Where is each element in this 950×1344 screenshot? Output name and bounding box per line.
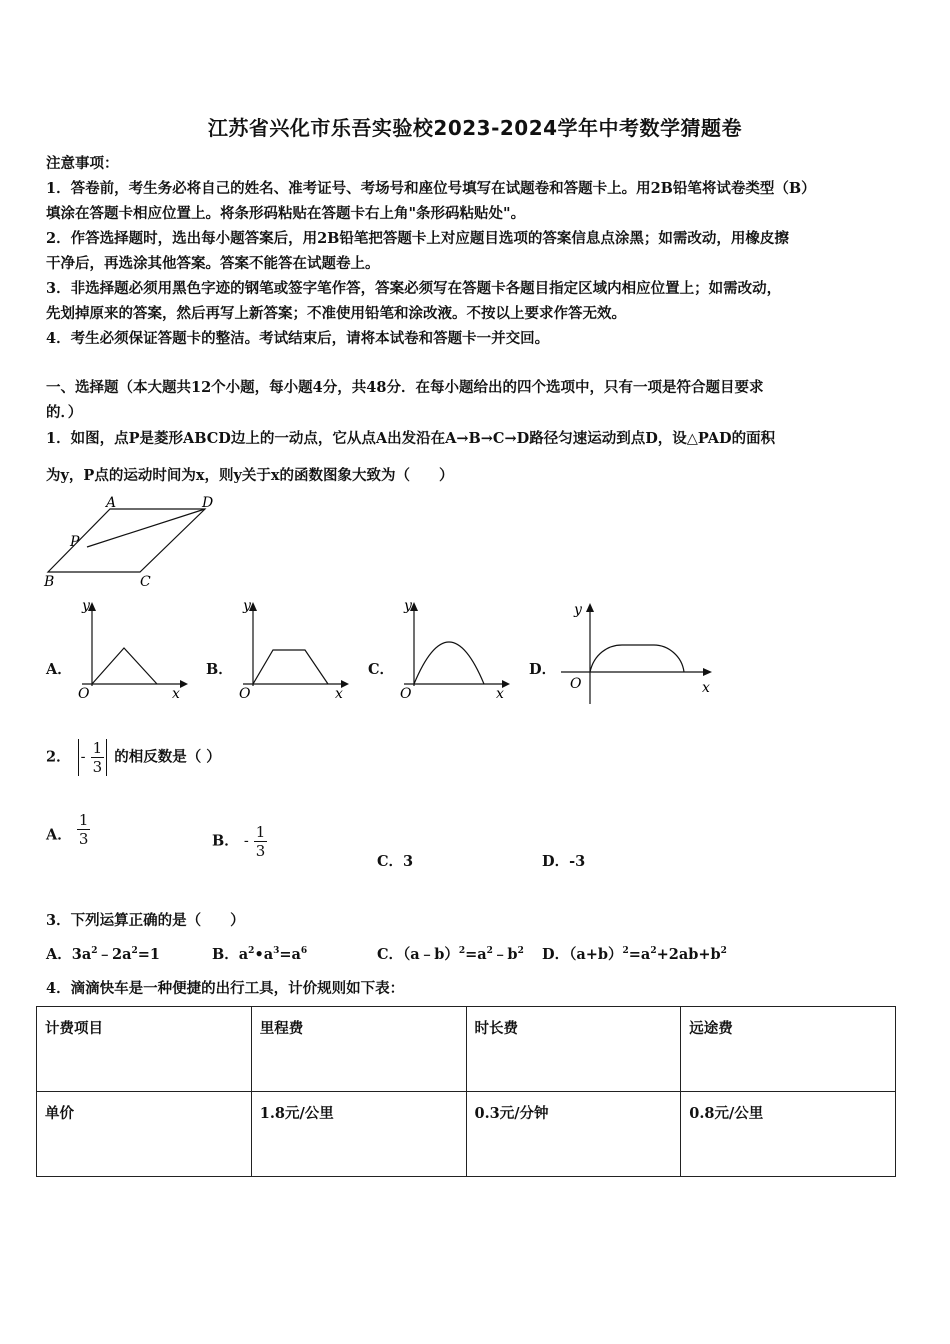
vertex-c-label: C [140,574,151,590]
option-c-label: C． [368,661,395,678]
x-axis-label: x [702,680,710,696]
question-4-stem: 4．滴滴快车是一种便捷的出行工具，计价规则如下表： [46,980,405,997]
table-row [37,1092,896,1177]
q2-option-a [46,811,90,848]
origin-label: O [400,686,412,702]
y-axis-label: y [574,602,582,618]
option-label: D． [542,853,570,870]
question-2-number: 2． [46,748,71,766]
fraction-denominator: 3 [255,842,266,860]
option-a-label: A． [46,661,72,678]
section-heading: 一、选择题（本大题共12个小题，每小题4分，共48分．在每小题给出的四个选项中，只有一项是符合题目要求 [46,379,764,396]
q3-option-b: B．$a^2•a^3=a^6$ [212,946,308,963]
table-cell: 远途费 [681,1007,896,1092]
notice-line: 4．考生必须保证答题卡的整洁。考试结束后，请将本试卷和答题卡一并交回。 [46,330,550,347]
option-label: C． [377,853,404,870]
q3-option-a: A．$3a^2﹣2a^2=1$ [46,946,161,963]
table-header-row [37,1007,896,1092]
option-value: -3 [569,853,586,870]
table-cell: 0.3元/分钟 [466,1092,681,1177]
notice-line: 1．答卷前，考生务必将自己的姓名、准考证号、考场号和座位号填写在试题卷和答题卡上。用2B铅笔将试卷类型（B） [46,180,816,197]
fraction-denominator: 3 [92,758,103,776]
question-3-stem: 3．下列运算正确的是（ ） [46,912,245,929]
fraction [77,811,91,848]
y-axis-label: y [243,598,251,614]
option-b-label: B． [206,661,233,678]
graph-b [233,598,353,708]
y-axis-label: y [404,598,412,614]
fraction-numerator: 1 [255,823,266,841]
section-heading-cont: 的．） [46,404,83,421]
vertex-d-label: D [202,495,214,511]
fraction-denominator: 3 [78,830,89,848]
notice-line: 3．非选择题必须用黑色字迹的钢笔或签字笔作答，答案必须写在答题卡各题目指定区域内相应位置上；如需改动， [46,280,782,297]
page-title: 江苏省兴化市乐吾实验校2023-2024学年中考数学猜题卷 [207,116,743,140]
x-axis-label: x [172,686,180,702]
q2-option-b [212,823,267,860]
notice-line: 填涂在答题卡相应位置上。将条形码粘贴在答题卡右上角"条形码粘贴处"。 [46,205,526,222]
q2-option-d [542,850,585,871]
minus-sign: - [243,833,249,850]
question-2-stem-tail: 的相反数是（ ） [114,748,221,766]
fraction-numerator: 1 [92,739,103,757]
option-d-label: D． [529,661,557,678]
table-cell: 1.8元/公里 [251,1092,466,1177]
vertex-b-label: B [44,574,55,590]
question-2-stem [46,739,221,776]
x-axis-label: x [335,686,343,702]
fraction-numerator: 1 [78,811,89,829]
fraction [91,739,105,776]
q3-option-d: D．$(a+b)^2=a^2+2ab+b^2$ [542,946,727,963]
origin-label: O [239,686,251,702]
minus-sign: - [80,749,86,766]
notice-line: 先划掉原来的答案，然后再写上新答案；不准使用铅笔和涂改液。不按以上要求作答无效。 [46,305,626,322]
fare-table [36,1006,896,1177]
graph-c [394,598,514,708]
absolute-value-bars [78,739,108,776]
notice-heading: 注意事项： [46,155,119,172]
y-axis-label: y [82,598,90,614]
table-cell: 0.8元/公里 [681,1092,896,1177]
question-1-stem: 1．如图，点P是菱形ABCD边上的一动点，它从点A出发沿在A→B→C→D路径匀速运动到点D，设△PAD的面积 [46,430,776,447]
point-p-label: P [70,534,80,550]
fraction [254,823,268,860]
option-value: 3 [403,853,414,870]
option-label: B． [212,832,239,850]
table-cell: 时长费 [466,1007,681,1092]
q2-option-c [377,850,413,871]
notice-line: 干净后，再选涂其他答案。答案不能答在试题卷上。 [46,255,380,272]
graph-d [556,598,721,710]
table-cell: 里程费 [251,1007,466,1092]
vertex-a-label: A [106,495,117,511]
question-1-stem-cont: 为y，P点的运动时间为x，则y关于x的函数图象大致为（ ） [46,467,454,484]
origin-label: O [78,686,90,702]
x-axis-label: x [496,686,504,702]
rhombus-figure [40,494,230,590]
option-label: A． [46,826,72,844]
q3-option-c: C．$(a﹣b)^2=a^2﹣b^2$ [377,946,524,963]
table-cell: 单价 [37,1092,252,1177]
origin-label: O [570,676,582,692]
graph-a [72,598,192,708]
notice-line: 2．作答选择题时，选出每小题答案后，用2B铅笔把答题卡上对应题目选项的答案信息点涂黑；如需改动，用橡皮擦 [46,230,789,247]
table-cell: 计费项目 [37,1007,252,1092]
